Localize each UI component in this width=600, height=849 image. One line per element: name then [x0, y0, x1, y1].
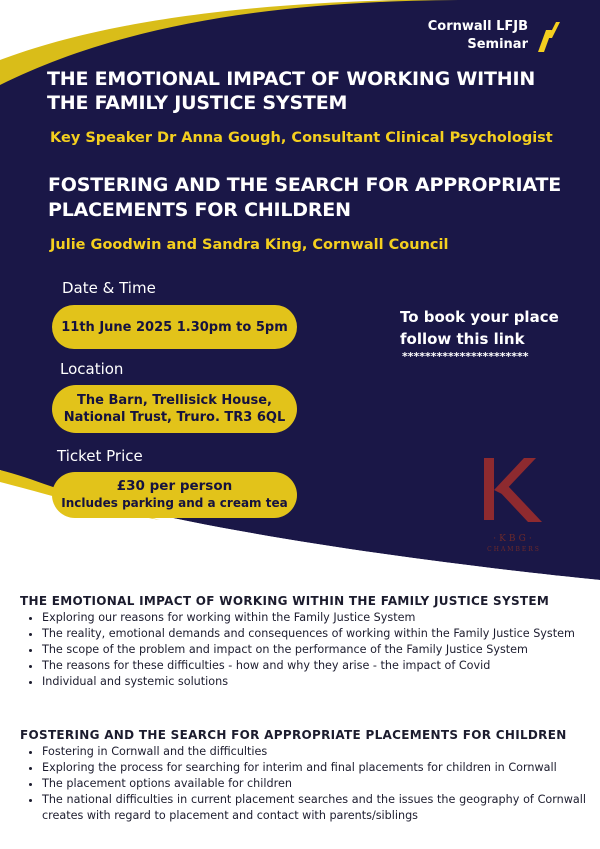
- brand-line-2: Seminar: [467, 37, 528, 52]
- booking-callout: [400, 306, 559, 350]
- list-item: • The scope of the problem and impact on the performance of the Family Justice System: [42, 642, 586, 658]
- bullet-list: [20, 744, 586, 824]
- kbg-text: [476, 534, 552, 553]
- booking-line-2: follow this link: [400, 330, 525, 348]
- list-item: • Exploring the process for searching for interim and final placements for children in Cornwall: [42, 760, 586, 776]
- seminar-brand: [428, 18, 528, 54]
- ticket-label: Ticket Price: [57, 447, 143, 465]
- list-item: • The reality, emotional demands and consequences of working within the Family Justice System: [42, 626, 586, 642]
- kbg-sub: CHAMBERS: [487, 546, 541, 553]
- booking-link[interactable]: **********************: [402, 350, 529, 363]
- location-line-2: National Trust, Truro. TR3 6QL: [63, 410, 286, 425]
- list-item: • Individual and systemic solutions: [42, 674, 586, 690]
- talk2-speaker: Julie Goodwin and Sandra King, Cornwall Council: [50, 237, 449, 253]
- ticket-line-2: Includes parking and a cream tea: [61, 496, 288, 510]
- list-item: • The national difficulties in current placement searches and the issues the geography of Cornwall creates with regard to placement and contact with parents/siblings: [42, 792, 586, 824]
- talk2-title: FOSTERING AND THE SEARCH FOR APPROPRIATE PLACEMENTS FOR CHILDREN: [48, 174, 561, 221]
- bullet-list: [20, 610, 586, 690]
- date-value: 11th June 2025 1.30pm to 5pm: [61, 319, 288, 335]
- booking-line-1: To book your place: [400, 308, 559, 326]
- ticket-line-1: £30 per person: [116, 478, 233, 494]
- list-item: • Exploring our reasons for working within the Family Justice System: [42, 610, 586, 626]
- section-heading: THE EMOTIONAL IMPACT OF WORKING WITHIN THE FAMILY JUSTICE SYSTEM: [20, 594, 550, 608]
- list-item: • Fostering in Cornwall and the difficulties: [42, 744, 586, 760]
- date-label: Date & Time: [62, 279, 156, 297]
- seminar-logo-icon: [534, 22, 560, 52]
- date-pill: [52, 305, 297, 349]
- talk1-title: THE EMOTIONAL IMPACT OF WORKING WITHIN THE FAMILY JUSTICE SYSTEM: [47, 68, 536, 114]
- location-line-1: The Barn, Trellisick House,: [77, 393, 272, 408]
- list-item: • The reasons for these difficulties - how and why they arise - the impact of Covid: [42, 658, 586, 674]
- kbg-name: ·KBG·: [493, 534, 535, 544]
- list-item: • The placement options available for children: [42, 776, 586, 792]
- section-emotional-impact: [20, 594, 586, 690]
- location-pill: [52, 385, 297, 433]
- section-fostering: [20, 728, 586, 824]
- ticket-pill: [52, 472, 297, 518]
- talk1-speaker: Key Speaker Dr Anna Gough, Consultant Clinical Psychologist: [50, 130, 553, 146]
- location-label: Location: [60, 360, 124, 378]
- section-heading: FOSTERING AND THE SEARCH FOR APPROPRIATE PLACEMENTS FOR CHILDREN: [20, 728, 567, 742]
- brand-line-1: Cornwall LFJB: [427, 19, 528, 34]
